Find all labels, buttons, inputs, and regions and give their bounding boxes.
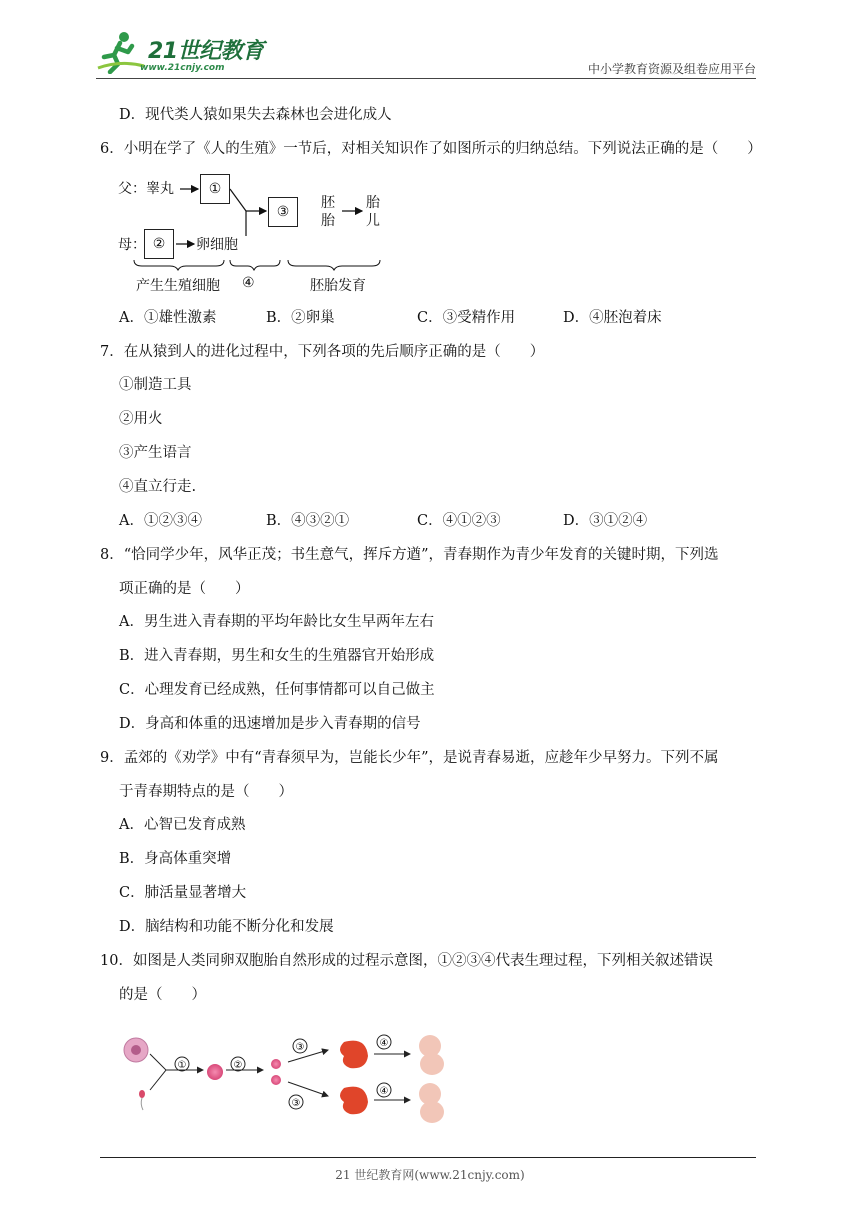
q10-stem-line-1 [100, 951, 713, 971]
fig-label-1: ① [177, 1060, 187, 1071]
diagram-label-gametes: 产生生殖细胞 [136, 278, 220, 294]
stem-num-4: ④ [480, 953, 496, 969]
q9-option-c: C．肺活量显著增大 [119, 885, 247, 901]
q6-option-b [266, 308, 335, 328]
seq-3: ② [471, 513, 487, 529]
sperm-icon [139, 1090, 145, 1110]
item-number: ④ [119, 479, 134, 495]
seq-2: ① [603, 513, 619, 529]
option-text: 受精作用 [457, 310, 516, 326]
seq-2: ② [158, 513, 173, 529]
item-number: ② [119, 411, 134, 427]
box-3-label: ③ [276, 204, 290, 220]
logo [96, 28, 266, 78]
q6-stem: 6．小明在学了《人的生殖》一节后，对相关知识作了如图所示的归纳总结。下列说法正确的是（ ） [100, 141, 762, 157]
q9-option-a: A．心智已发育成熟 [119, 817, 246, 833]
page-footer: 21 世纪教育网(www.21cnjy.com) [335, 1168, 525, 1182]
q7-option-a [119, 511, 202, 531]
q7-item-3 [119, 443, 192, 463]
q10-stem-line-2: 的是（ ） [119, 987, 206, 1003]
diagram-father-label: 父：睾丸 [118, 181, 174, 197]
option-number: ③ [442, 310, 458, 326]
q7-item-4 [119, 477, 196, 497]
q6-option-d [563, 308, 662, 328]
fig-label-4-top: ④ [379, 1038, 389, 1049]
q6-option-a [119, 308, 216, 328]
diagram-embryo-2: 胎 [321, 213, 335, 229]
egg-cell-icon [124, 1038, 148, 1062]
seq-1: ① [143, 513, 159, 529]
fetus-bottom-icon [419, 1083, 444, 1123]
seq-1: ④ [291, 513, 306, 529]
cell-lower-icon [271, 1075, 281, 1085]
q7-item-2 [119, 409, 163, 429]
header-divider [96, 78, 756, 79]
option-text: 胚泡着床 [603, 310, 662, 326]
q8-option-b: B．进入青春期，男生和女生的生殖器官开始形成 [119, 648, 435, 664]
option-letter: B． [266, 513, 292, 529]
q7-stem: 7．在从猿到人的进化过程中，下列各项的先后顺序正确的是（ ） [100, 344, 545, 360]
diagram-fetus-1: 胎 [366, 195, 380, 211]
option-letter: C． [417, 310, 443, 326]
stem-num-1: ① [437, 953, 452, 969]
q8-option-a: A．男生进入青春期的平均年龄比女生早两年左右 [119, 614, 434, 630]
embryo-bottom-icon [340, 1087, 368, 1115]
diagram-label-embryo-dev: 胚胎发育 [310, 278, 366, 294]
stem-num-2: ② [451, 953, 467, 969]
q8-stem-line-2: 项正确的是（ ） [119, 581, 250, 597]
platform-name: 中小学教育资源及组卷应用平台 [587, 62, 756, 76]
seq-4: ① [334, 513, 350, 529]
box-1-label: ① [208, 181, 222, 197]
q10-stem-part-a: 10．如图是人类同卵双胞胎自然形成的过程示意图， [100, 953, 438, 969]
option-letter: D． [563, 310, 590, 326]
q7-option-c [417, 511, 501, 531]
seq-2: ① [457, 513, 472, 529]
option-letter: B． [266, 310, 292, 326]
q8-option-d: D．身高和体重的迅速增加是步入青春期的信号 [119, 716, 421, 732]
diagram-egg-label: 卵细胞 [196, 237, 238, 253]
q10-stem-part-b: 代表生理过程，下列相关叙述错误 [495, 953, 713, 969]
fig-label-3-bottom: ③ [291, 1098, 301, 1109]
item-number: ① [119, 377, 134, 393]
runner-logo-icon [96, 30, 146, 74]
stem-num-3: ③ [466, 953, 481, 969]
item-text: 制造工具 [133, 377, 192, 393]
seq-4: ④ [632, 513, 648, 529]
q9-option-d: D．脑结构和功能不断分化和发展 [119, 919, 334, 935]
seq-3: ② [618, 513, 633, 529]
seq-3: ② [320, 513, 335, 529]
q5-option-d: D．现代类人猿如果失去森林也会进化成人 [119, 107, 392, 123]
q9-stem-line-2: 于青春期特点的是（ ） [119, 784, 293, 800]
option-letter: A． [119, 310, 144, 326]
zygote-icon [207, 1064, 223, 1080]
seq-1: ③ [589, 513, 604, 529]
fig-label-2: ② [233, 1060, 243, 1071]
item-text: 用火 [133, 411, 163, 427]
fig-label-3-top: ③ [295, 1042, 305, 1053]
q9-option-b: B．身高体重突增 [119, 851, 232, 867]
cell-upper-icon [271, 1059, 281, 1069]
logo-url: www.21cnjy.com [140, 63, 225, 73]
item-number: ③ [119, 445, 134, 461]
diagram-label-4: ④ [242, 275, 255, 291]
option-letter: A． [119, 513, 144, 529]
logo-text: 21世纪教育 [148, 39, 264, 64]
q8-stem-line-1: 8．“恰同学少年，风华正茂；书生意气，挥斥方遒”，青春期作为青少年发育的关键时期，下列选 [100, 547, 719, 563]
q9-stem-line-1: 9．孟郊的《劝学》中有“青春须早为，岂能长少年”，是说青春易逝，应趁年少早努力。下列不属 [100, 750, 719, 766]
fetus-top-icon [419, 1035, 444, 1075]
q8-option-c: C．心理发育已经成熟，任何事情都可以自己做主 [119, 682, 435, 698]
diagram-mother-label: 母： [118, 237, 146, 253]
seq-4: ④ [187, 513, 202, 529]
seq-1: ④ [442, 513, 458, 529]
option-number: ④ [589, 310, 604, 326]
twins-diagram [118, 1030, 458, 1134]
diagram-fetus-2: 儿 [366, 213, 380, 229]
item-text: 产生语言 [133, 445, 192, 461]
seq-3: ③ [172, 513, 188, 529]
q7-option-d [563, 511, 647, 531]
option-number: ① [143, 310, 159, 326]
q6-option-c [417, 308, 515, 328]
box-2-label: ② [152, 236, 166, 252]
option-text: 雄性激素 [158, 310, 217, 326]
option-letter: D． [563, 513, 590, 529]
option-text: 卵巢 [305, 310, 335, 326]
option-number: ② [291, 310, 306, 326]
embryo-top-icon [340, 1041, 368, 1069]
seq-4: ③ [486, 513, 501, 529]
q7-item-1 [119, 375, 192, 395]
q6-diagram [118, 172, 388, 298]
twins-process-figure [118, 1030, 458, 1134]
footer-divider [100, 1157, 756, 1158]
q7-option-b [266, 511, 349, 531]
fig-label-4-bottom: ④ [379, 1086, 389, 1097]
diagram-embryo-1: 胚 [321, 195, 335, 211]
option-letter: C． [417, 513, 443, 529]
page-header [96, 28, 756, 78]
seq-2: ③ [305, 513, 321, 529]
item-text: 直立行走. [133, 479, 197, 495]
